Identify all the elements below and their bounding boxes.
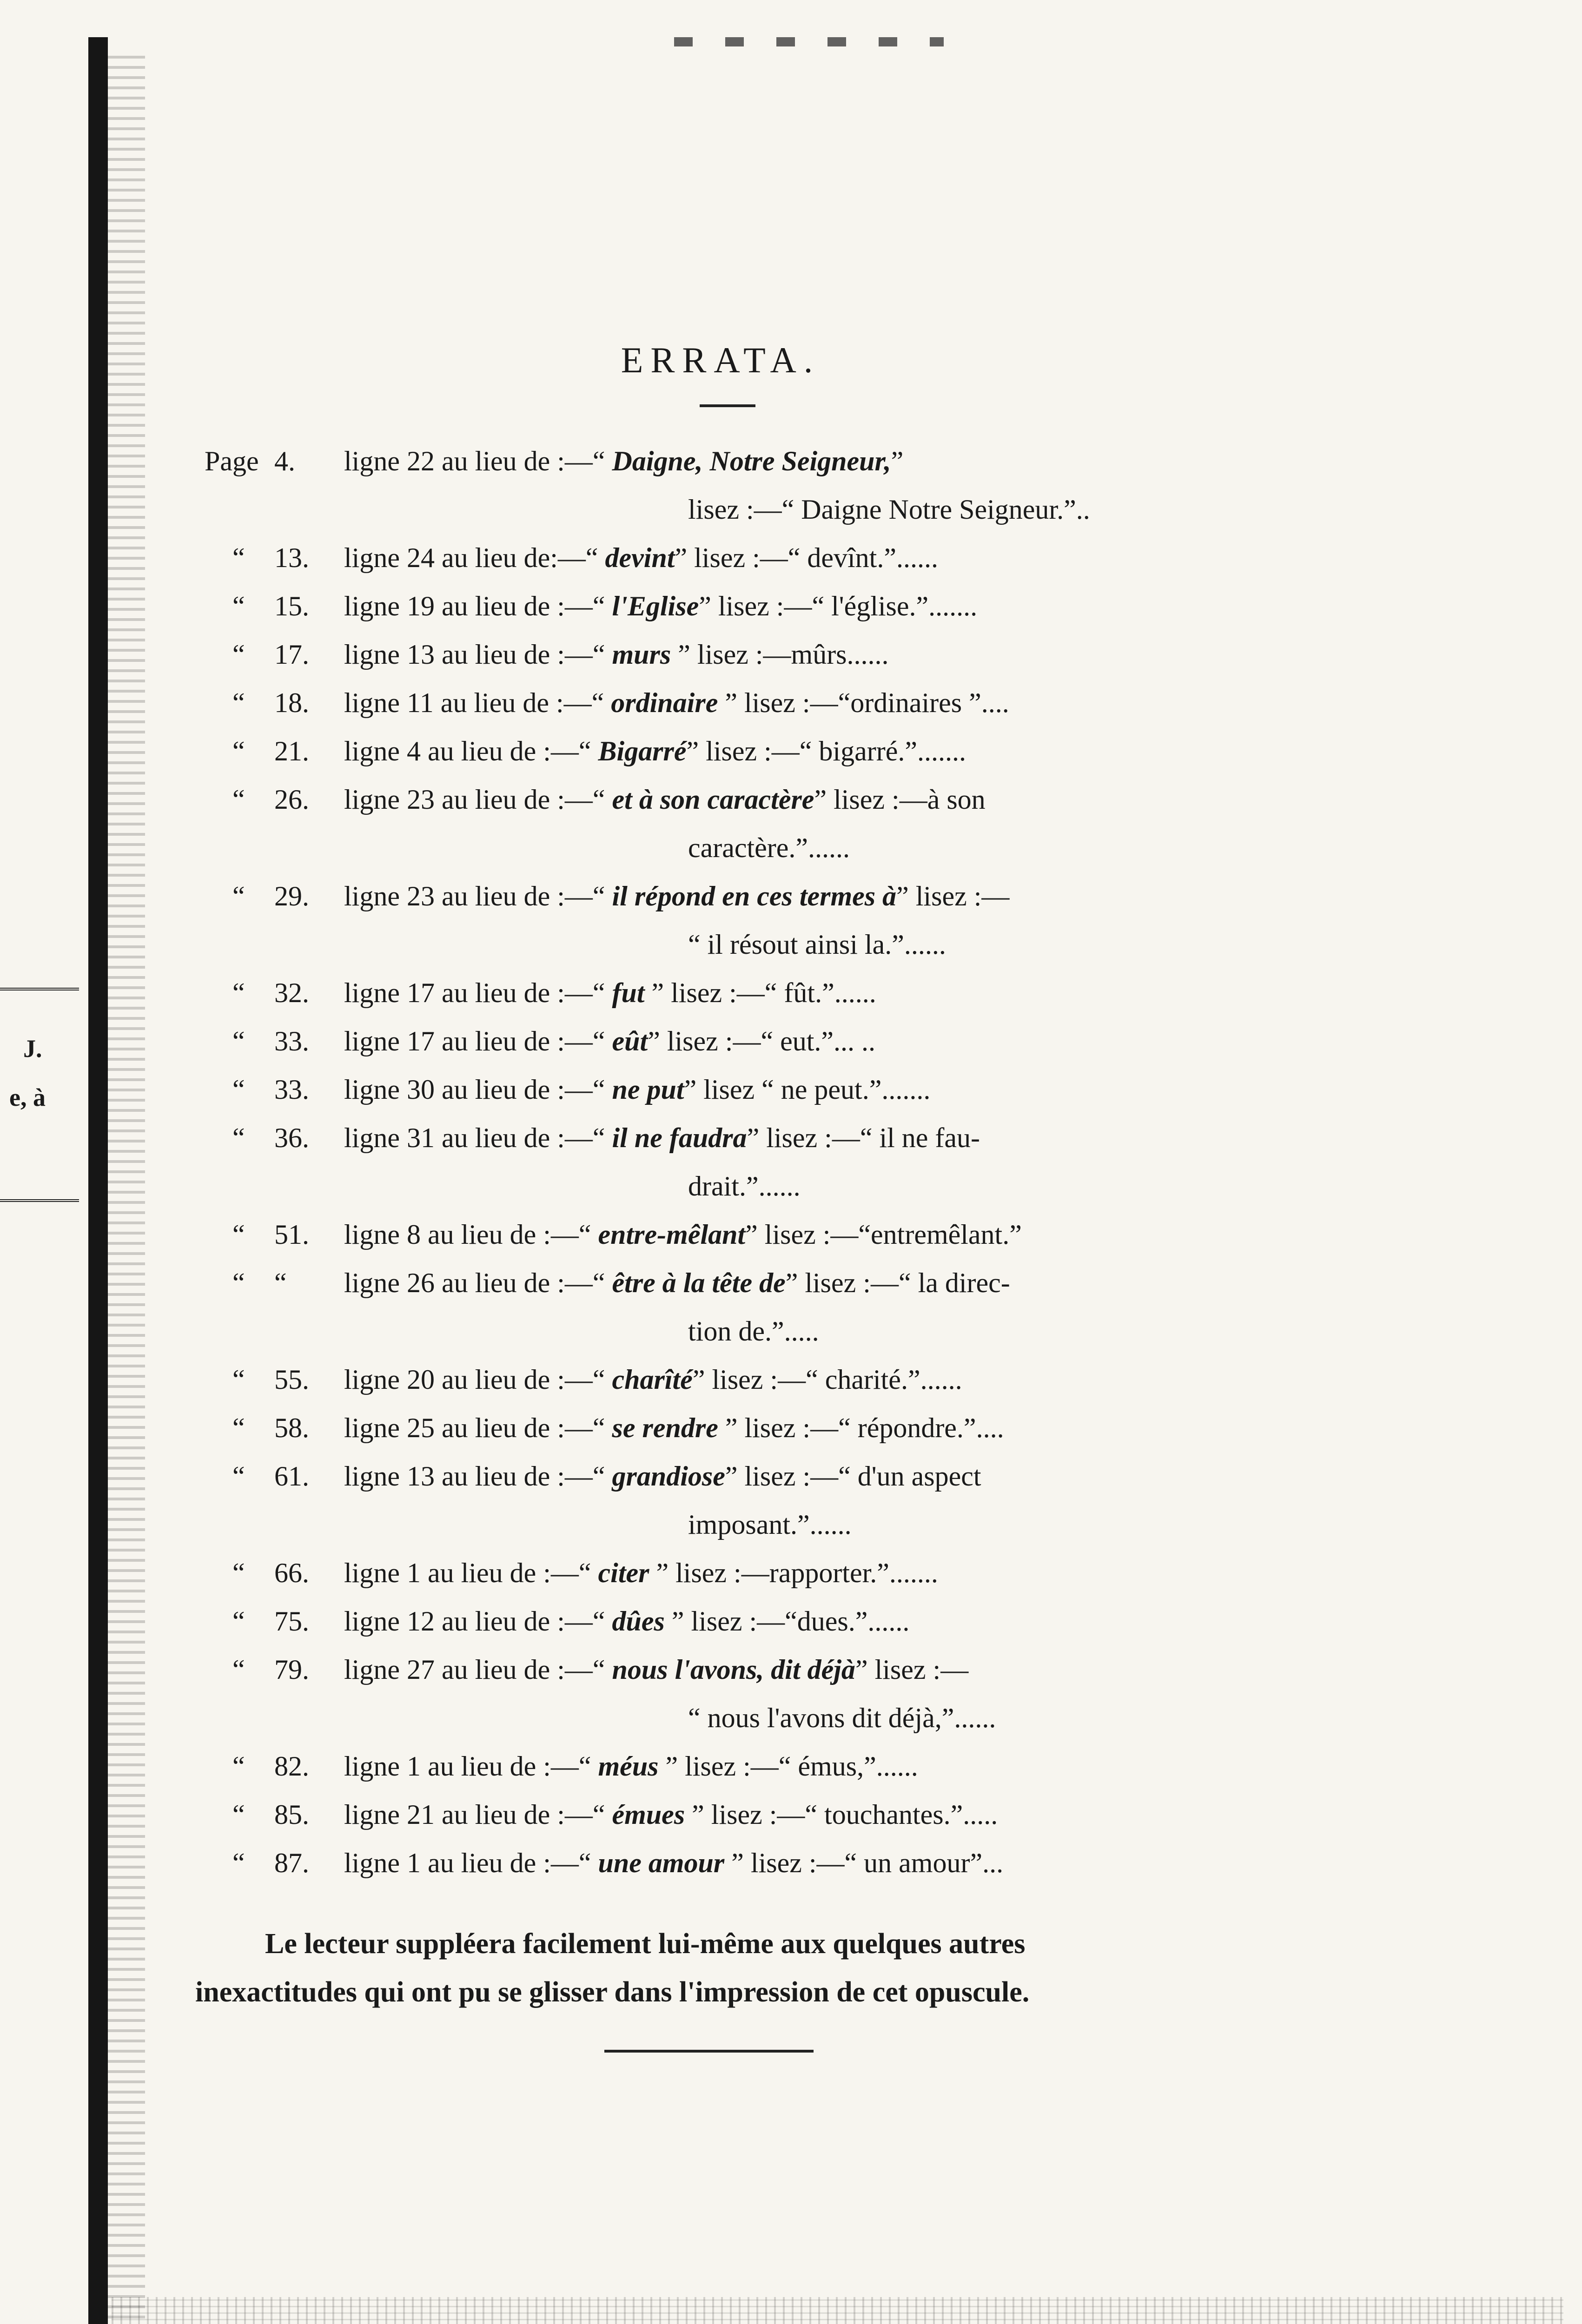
errata-entry bbox=[205, 1065, 1227, 1114]
errata-entry bbox=[205, 1210, 1227, 1259]
errata-continuation: “ nous l'avons dit déjà,”...... bbox=[688, 1703, 996, 1733]
ditto-mark: “ bbox=[232, 1268, 245, 1298]
margin-rule bbox=[0, 988, 79, 990]
errata-entry bbox=[205, 1790, 1227, 1839]
errata-continuation: imposant.”...... bbox=[688, 1509, 852, 1540]
ditto-mark: “ bbox=[232, 977, 245, 1008]
erroneous-term: citer bbox=[598, 1558, 649, 1588]
errata-continuation: lisez :—“ Daigne Notre Seigneur.”.. bbox=[688, 494, 1090, 525]
page-number: 17. bbox=[274, 639, 309, 670]
correction-suffix: ” lisez :—“ charité.”...... bbox=[692, 1364, 962, 1395]
correction-suffix: ” bbox=[891, 446, 904, 476]
closing-note bbox=[195, 1920, 1232, 2016]
ditto-mark: “ bbox=[232, 1461, 245, 1492]
binding-speckle bbox=[108, 56, 145, 2324]
correction-suffix: ” lisez :—“ émus,”...... bbox=[658, 1751, 918, 1782]
page-number: 21. bbox=[274, 736, 309, 766]
correction-prefix: ligne 20 au lieu de :—“ bbox=[344, 1364, 612, 1395]
correction-text bbox=[344, 582, 977, 630]
erroneous-term: devint bbox=[605, 542, 675, 573]
errata-entry bbox=[205, 1355, 1227, 1404]
erroneous-term: dûes bbox=[612, 1606, 665, 1637]
ditto-mark: “ bbox=[232, 1799, 245, 1830]
margin-fragment: e, à bbox=[9, 1083, 46, 1111]
correction-prefix: ligne 31 au lieu de :—“ bbox=[344, 1122, 612, 1153]
correction-suffix: ” lisez :—“ l'église.”....... bbox=[699, 591, 978, 621]
erroneous-term: il répond en ces termes à bbox=[612, 881, 897, 911]
ditto-mark: “ bbox=[232, 1751, 245, 1782]
correction-suffix: ” lisez :—“ touchantes.”..... bbox=[685, 1799, 998, 1830]
correction-suffix: ” lisez :—“ un amour”... bbox=[724, 1848, 1004, 1878]
errata-entry bbox=[205, 679, 1227, 727]
ditto-mark: “ bbox=[232, 1558, 245, 1588]
correction-text bbox=[344, 1017, 875, 1065]
ditto-mark: “ bbox=[232, 1074, 245, 1105]
correction-text bbox=[344, 872, 1009, 920]
correction-text bbox=[344, 775, 986, 824]
errata-entry bbox=[205, 1597, 1227, 1645]
errata-entry bbox=[205, 727, 1227, 775]
errata-entry bbox=[205, 1742, 1227, 1790]
correction-text bbox=[344, 437, 903, 485]
left-margin-fragment bbox=[0, 0, 86, 2324]
ditto-mark: “ bbox=[232, 1654, 245, 1685]
erroneous-term: Bigarré bbox=[598, 736, 687, 766]
page-number: 58. bbox=[274, 1413, 309, 1443]
ditto-mark: “ bbox=[232, 591, 245, 621]
correction-text bbox=[344, 1549, 938, 1597]
errata-continuation: drait.”...... bbox=[688, 1171, 801, 1202]
correction-text bbox=[344, 727, 966, 775]
correction-prefix: ligne 19 au lieu de :—“ bbox=[344, 591, 612, 621]
ditto-mark: “ bbox=[232, 1122, 245, 1153]
correction-prefix: ligne 21 au lieu de :—“ bbox=[344, 1799, 612, 1830]
bottom-rule bbox=[604, 2050, 814, 2053]
correction-text bbox=[344, 1404, 1004, 1452]
page-number: 26. bbox=[274, 784, 309, 815]
correction-prefix: ligne 4 au lieu de :—“ bbox=[344, 736, 598, 766]
erroneous-term: fut bbox=[612, 977, 645, 1008]
errata-continuation: tion de.”..... bbox=[688, 1316, 819, 1347]
correction-prefix: ligne 25 au lieu de :—“ bbox=[344, 1413, 612, 1443]
errata-entry bbox=[205, 1645, 1227, 1694]
page-number: 29. bbox=[274, 881, 309, 911]
errata-entry bbox=[205, 1452, 1227, 1500]
margin-letter: J. bbox=[23, 1035, 42, 1063]
scan-noise bbox=[112, 2297, 1563, 2324]
correction-suffix: ” lisez :—“ bigarré.”....... bbox=[686, 736, 966, 766]
erroneous-term: l'Eglise bbox=[612, 591, 699, 621]
correction-prefix: ligne 23 au lieu de :—“ bbox=[344, 881, 612, 911]
correction-prefix: ligne 8 au lieu de :—“ bbox=[344, 1219, 598, 1250]
erroneous-term: être à la tête de bbox=[612, 1268, 786, 1298]
binding-edge bbox=[88, 37, 108, 2324]
correction-suffix: ” lisez :—“ répondre.”.... bbox=[718, 1413, 1004, 1443]
page-number: 75. bbox=[274, 1606, 309, 1637]
page-number: 13. bbox=[274, 542, 309, 573]
page-number: 85. bbox=[274, 1799, 309, 1830]
errata-entry bbox=[205, 1839, 1227, 1887]
correction-text bbox=[344, 1645, 968, 1694]
closing-line: Le lecteur suppléera facilement lui-même aux quelques autres bbox=[265, 1928, 1026, 1960]
correction-prefix: ligne 24 au lieu de:—“ bbox=[344, 542, 605, 573]
title-rule bbox=[700, 404, 755, 407]
page-number: 87. bbox=[274, 1848, 309, 1878]
correction-prefix: ligne 27 au lieu de :—“ bbox=[344, 1654, 612, 1685]
correction-prefix: ligne 17 au lieu de :—“ bbox=[344, 977, 612, 1008]
correction-suffix: ” lisez :—à son bbox=[814, 784, 986, 815]
correction-text bbox=[344, 1839, 1003, 1887]
correction-suffix: ” lisez :— bbox=[896, 881, 1010, 911]
erroneous-term: et à son caractère bbox=[612, 784, 814, 815]
errata-continuation: caractère.”...... bbox=[688, 832, 850, 863]
errata-entry bbox=[205, 1114, 1227, 1162]
errata-continuation: “ il résout ainsi la.”...... bbox=[688, 929, 946, 960]
scan-marks bbox=[674, 37, 944, 46]
page-number: 82. bbox=[274, 1751, 309, 1782]
ditto-mark: “ bbox=[232, 1606, 245, 1637]
erroneous-term: ne put bbox=[612, 1074, 684, 1105]
correction-prefix: ligne 13 au lieu de :—“ bbox=[344, 1461, 612, 1492]
correction-text bbox=[344, 630, 889, 679]
correction-prefix: ligne 12 au lieu de :—“ bbox=[344, 1606, 612, 1637]
page-title: ERRATA. bbox=[621, 340, 821, 380]
correction-text bbox=[344, 534, 938, 582]
closing-line: inexactitudes qui ont pu se glisser dans l'impression de cet opuscule. bbox=[195, 1976, 1030, 2008]
erroneous-term: il ne faudra bbox=[612, 1122, 747, 1153]
ditto-mark: “ bbox=[232, 1026, 245, 1056]
ditto-mark: “ bbox=[232, 881, 245, 911]
correction-prefix: ligne 13 au lieu de :—“ bbox=[344, 639, 612, 670]
page-number: 18. bbox=[274, 687, 309, 718]
page-number: 33. bbox=[274, 1026, 309, 1056]
erroneous-term: eût bbox=[612, 1026, 648, 1056]
correction-text bbox=[344, 1452, 981, 1500]
correction-suffix: ” lisez :—“ devînt.”...... bbox=[675, 542, 938, 573]
page-number: 55. bbox=[274, 1364, 309, 1395]
page-number: 4. bbox=[274, 446, 295, 476]
page-number: 15. bbox=[274, 591, 309, 621]
page-number: 66. bbox=[274, 1558, 309, 1588]
errata-entry bbox=[205, 775, 1227, 824]
errata-entry bbox=[205, 969, 1227, 1017]
correction-suffix: ” lisez :—“ fût.”...... bbox=[644, 977, 876, 1008]
ditto-mark: “ bbox=[232, 639, 245, 670]
correction-suffix: ” lisez :— bbox=[855, 1654, 969, 1685]
erroneous-term: ordinaire bbox=[611, 687, 718, 718]
page-number: 51. bbox=[274, 1219, 309, 1250]
errata-entry bbox=[205, 1549, 1227, 1597]
errata-entry bbox=[205, 1404, 1227, 1452]
erroneous-term: une amour bbox=[598, 1848, 725, 1878]
ditto-mark: “ bbox=[232, 784, 245, 815]
page-number: 79. bbox=[274, 1654, 309, 1685]
correction-prefix: ligne 1 au lieu de :—“ bbox=[344, 1751, 598, 1782]
correction-suffix: ” lisez :—“dues.”...... bbox=[664, 1606, 910, 1637]
errata-entry bbox=[205, 1017, 1227, 1065]
erroneous-term: grandiose bbox=[612, 1461, 725, 1492]
erroneous-term: charîté bbox=[612, 1364, 693, 1395]
correction-text bbox=[344, 1210, 1022, 1259]
correction-prefix: ligne 1 au lieu de :—“ bbox=[344, 1558, 598, 1588]
ditto-mark: “ bbox=[232, 1364, 245, 1395]
page-number: 36. bbox=[274, 1122, 309, 1153]
erroneous-term: Daigne, Notre Seigneur, bbox=[612, 446, 891, 476]
errata-list bbox=[205, 437, 1227, 1887]
page-number: “ bbox=[274, 1268, 287, 1298]
errata-entry bbox=[205, 582, 1227, 630]
correction-text bbox=[344, 1259, 1010, 1307]
page-number: 32. bbox=[274, 977, 309, 1008]
correction-prefix: ligne 23 au lieu de :—“ bbox=[344, 784, 612, 815]
correction-suffix: ” lisez “ ne peut.”....... bbox=[684, 1074, 931, 1105]
correction-suffix: ” lisez :—“ la direc- bbox=[785, 1268, 1010, 1298]
ditto-mark: “ bbox=[232, 542, 245, 573]
correction-prefix: ligne 11 au lieu de :—“ bbox=[344, 687, 611, 718]
correction-suffix: ” lisez :—“entremêlant.” bbox=[745, 1219, 1022, 1250]
correction-suffix: ” lisez :—“ il ne fau- bbox=[747, 1122, 980, 1153]
correction-prefix: ligne 26 au lieu de :—“ bbox=[344, 1268, 612, 1298]
margin-rule bbox=[0, 1199, 79, 1202]
ditto-mark: “ bbox=[232, 687, 245, 718]
erroneous-term: murs bbox=[612, 639, 671, 670]
errata-entry bbox=[205, 437, 1227, 485]
erroneous-term: entre-mêlant bbox=[598, 1219, 746, 1250]
page-number: 61. bbox=[274, 1461, 309, 1492]
correction-text bbox=[344, 1355, 962, 1404]
correction-suffix: ” lisez :—“ eut.”... .. bbox=[648, 1026, 876, 1056]
correction-suffix: ” lisez :—“ordinaires ”.... bbox=[718, 687, 1009, 718]
errata-entry bbox=[205, 1259, 1227, 1307]
correction-suffix: ” lisez :—rapporter.”....... bbox=[649, 1558, 938, 1588]
correction-prefix: ligne 30 au lieu de :—“ bbox=[344, 1074, 612, 1105]
page-number: 33. bbox=[274, 1074, 309, 1105]
correction-prefix: ligne 1 au lieu de :—“ bbox=[344, 1848, 598, 1878]
errata-entry bbox=[205, 872, 1227, 920]
correction-text bbox=[344, 1742, 918, 1790]
ditto-mark: “ bbox=[232, 1413, 245, 1443]
correction-text bbox=[344, 1065, 930, 1114]
erroneous-term: émues bbox=[612, 1799, 685, 1830]
ditto-mark: “ bbox=[232, 1848, 245, 1878]
correction-text bbox=[344, 1597, 909, 1645]
correction-suffix: ” lisez :—“ d'un aspect bbox=[725, 1461, 981, 1492]
errata-entry bbox=[205, 534, 1227, 582]
correction-suffix: ” lisez :—mûrs...... bbox=[671, 639, 889, 670]
correction-text bbox=[344, 1790, 998, 1839]
correction-prefix: ligne 22 au lieu de :—“ bbox=[344, 446, 612, 476]
ditto-mark: “ bbox=[232, 1219, 245, 1250]
erroneous-term: nous l'avons, dit déjà bbox=[612, 1654, 855, 1685]
ditto-mark: “ bbox=[232, 736, 245, 766]
erroneous-term: méus bbox=[598, 1751, 659, 1782]
correction-text bbox=[344, 1114, 980, 1162]
page-label: Page bbox=[205, 446, 259, 476]
correction-text bbox=[344, 679, 1009, 727]
correction-prefix: ligne 17 au lieu de :—“ bbox=[344, 1026, 612, 1056]
erroneous-term: se rendre bbox=[612, 1413, 718, 1443]
correction-text bbox=[344, 969, 876, 1017]
errata-entry bbox=[205, 630, 1227, 679]
